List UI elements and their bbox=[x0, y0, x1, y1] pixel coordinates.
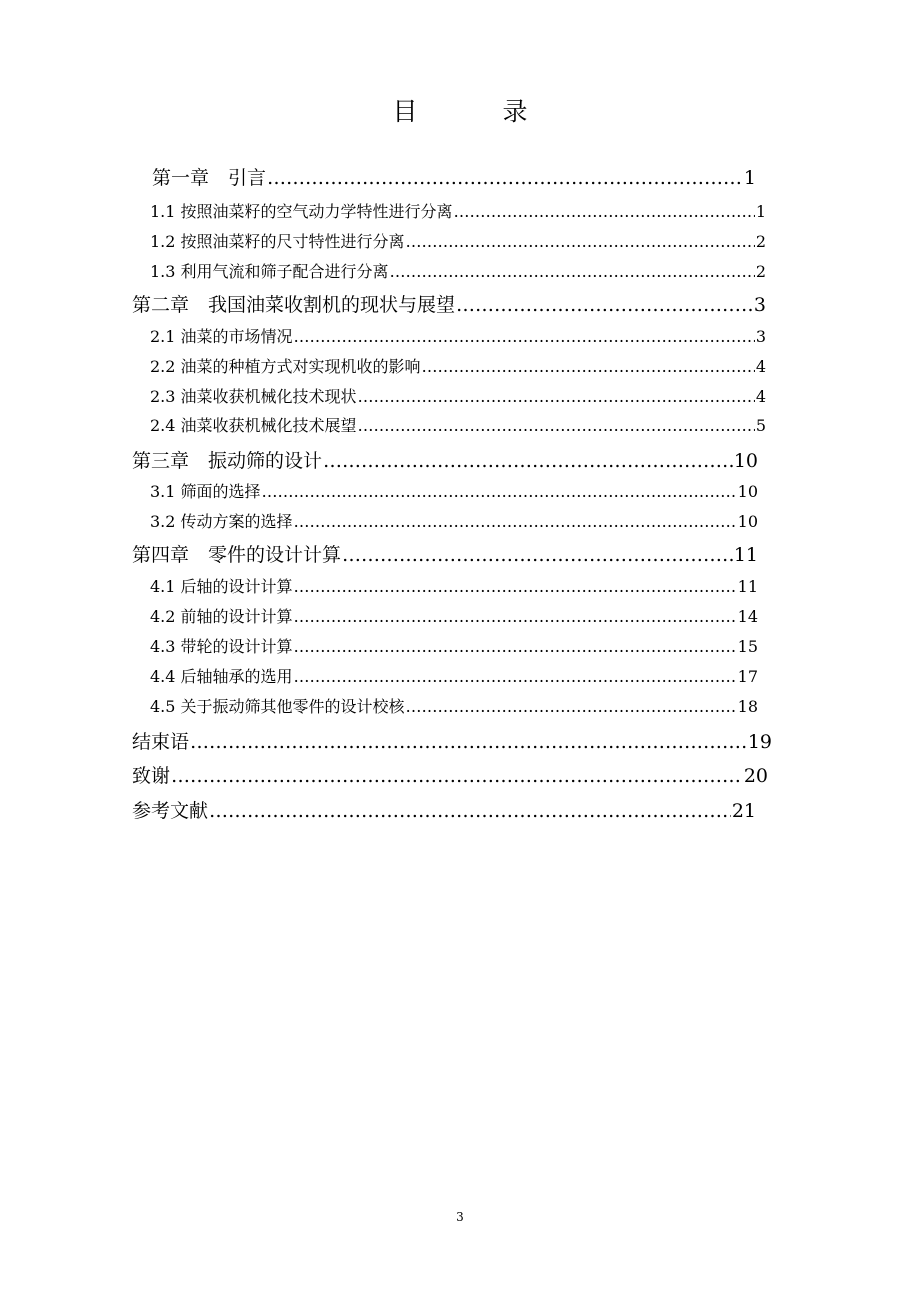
toc-entry[interactable] bbox=[150, 324, 766, 347]
toc-entry[interactable] bbox=[132, 761, 768, 788]
toc-leader-dots bbox=[406, 232, 755, 251]
page-title: 目 录 bbox=[392, 97, 558, 126]
toc-entry[interactable] bbox=[150, 354, 766, 377]
toc-entry-page: 21 bbox=[731, 800, 756, 822]
toc-entry-label: 1.1 按照油菜籽的空气动力学特性进行分离 bbox=[150, 202, 453, 221]
toc-entry[interactable] bbox=[132, 727, 772, 754]
toc-entry-page: 11 bbox=[733, 544, 758, 566]
toc-entry-label: 1.3 利用气流和筛子配合进行分离 bbox=[150, 262, 389, 281]
toc-entry-page: 2 bbox=[755, 232, 766, 251]
toc-entry-label: 第二章 我国油菜收割机的现状与展望 bbox=[132, 294, 456, 316]
toc-entry-label: 4.1 后轴的设计计算 bbox=[150, 577, 293, 596]
toc-leader-dots bbox=[454, 202, 755, 221]
toc-entry-page: 10 bbox=[737, 482, 758, 501]
toc-entry[interactable] bbox=[150, 199, 766, 222]
toc-leader-dots bbox=[358, 387, 755, 406]
toc-leader-dots bbox=[190, 731, 747, 753]
toc-leader-dots bbox=[294, 512, 737, 531]
toc-entry-page: 3 bbox=[753, 294, 766, 316]
toc-entry[interactable] bbox=[150, 259, 766, 282]
toc-entry-label: 第四章 零件的设计计算 bbox=[132, 544, 342, 566]
toc-entry[interactable] bbox=[150, 694, 758, 717]
toc-leader-dots bbox=[406, 697, 737, 716]
toc-leader-dots bbox=[171, 765, 743, 787]
toc-entry-page: 14 bbox=[737, 607, 758, 626]
toc-entry-label: 参考文献 bbox=[132, 800, 209, 822]
toc-entry-page: 1 bbox=[743, 167, 756, 189]
toc-entry-label: 2.2 油菜的种植方式对实现机收的影响 bbox=[150, 357, 421, 376]
toc-entry[interactable] bbox=[150, 413, 766, 436]
toc-entry-label: 4.2 前轴的设计计算 bbox=[150, 607, 293, 626]
toc-entry-page: 18 bbox=[737, 697, 758, 716]
toc-entry-label: 致谢 bbox=[132, 765, 171, 787]
toc-entry-page: 10 bbox=[737, 512, 758, 531]
toc-entry-page: 10 bbox=[733, 450, 758, 472]
toc-entry-page: 20 bbox=[743, 765, 768, 787]
toc-entry[interactable] bbox=[150, 509, 758, 532]
toc-entry-label: 3.2 传动方案的选择 bbox=[150, 512, 293, 531]
toc-entry-page: 4 bbox=[755, 387, 766, 406]
toc-entry-label: 2.4 油菜收获机械化技术展望 bbox=[150, 416, 357, 435]
toc-entry-label: 2.1 油菜的市场情况 bbox=[150, 327, 293, 346]
toc-leader-dots bbox=[267, 167, 743, 189]
toc-entry-page: 2 bbox=[755, 262, 766, 281]
toc-entry[interactable] bbox=[150, 634, 758, 657]
toc-entry-page: 17 bbox=[737, 667, 758, 686]
toc-entry-label: 1.2 按照油菜籽的尺寸特性进行分离 bbox=[150, 232, 405, 251]
toc-leader-dots bbox=[390, 262, 755, 281]
toc-entry-page: 15 bbox=[737, 637, 758, 656]
toc-entry[interactable] bbox=[152, 163, 756, 190]
toc-leader-dots bbox=[294, 637, 737, 656]
toc-entry-page: 19 bbox=[747, 731, 772, 753]
toc-entry[interactable] bbox=[150, 604, 758, 627]
toc-leader-dots bbox=[294, 577, 737, 596]
toc-entry-page: 11 bbox=[737, 577, 758, 596]
toc-leader-dots bbox=[209, 800, 731, 822]
toc-entry[interactable] bbox=[150, 664, 758, 687]
toc-entry-page: 1 bbox=[755, 202, 766, 221]
toc-entry-label: 结束语 bbox=[132, 731, 190, 753]
toc-entry-page: 3 bbox=[755, 327, 766, 346]
toc-leader-dots bbox=[294, 327, 755, 346]
toc-entry-label: 3.1 筛面的选择 bbox=[150, 482, 261, 501]
toc-leader-dots bbox=[294, 607, 737, 626]
toc-entry-label: 2.3 油菜收获机械化技术现状 bbox=[150, 387, 357, 406]
page-number: 3 bbox=[456, 1210, 464, 1224]
toc-entry[interactable] bbox=[150, 384, 766, 407]
toc-entry[interactable] bbox=[132, 446, 758, 473]
toc-leader-dots bbox=[323, 450, 733, 472]
toc-entry-label: 4.4 后轴轴承的选用 bbox=[150, 667, 293, 686]
toc-entry[interactable] bbox=[132, 540, 758, 567]
toc-entry[interactable] bbox=[132, 796, 756, 823]
toc-leader-dots bbox=[422, 357, 755, 376]
toc-entry-page: 4 bbox=[755, 357, 766, 376]
toc-entry[interactable] bbox=[132, 290, 766, 317]
toc-entry-label: 第一章 引言 bbox=[152, 167, 267, 189]
toc-entry-label: 4.5 关于振动筛其他零件的设计校核 bbox=[150, 697, 405, 716]
toc-leader-dots bbox=[456, 294, 753, 316]
toc-leader-dots bbox=[262, 482, 737, 501]
toc-leader-dots bbox=[294, 667, 737, 686]
toc-entry-label: 4.3 带轮的设计计算 bbox=[150, 637, 293, 656]
toc-entry-page: 5 bbox=[755, 416, 766, 435]
toc-entry[interactable] bbox=[150, 574, 758, 597]
toc-entry[interactable] bbox=[150, 479, 758, 502]
toc-leader-dots bbox=[342, 544, 733, 566]
toc-entry-label: 第三章 振动筛的设计 bbox=[132, 450, 323, 472]
toc-entry[interactable] bbox=[150, 229, 766, 252]
toc-leader-dots bbox=[358, 416, 755, 435]
